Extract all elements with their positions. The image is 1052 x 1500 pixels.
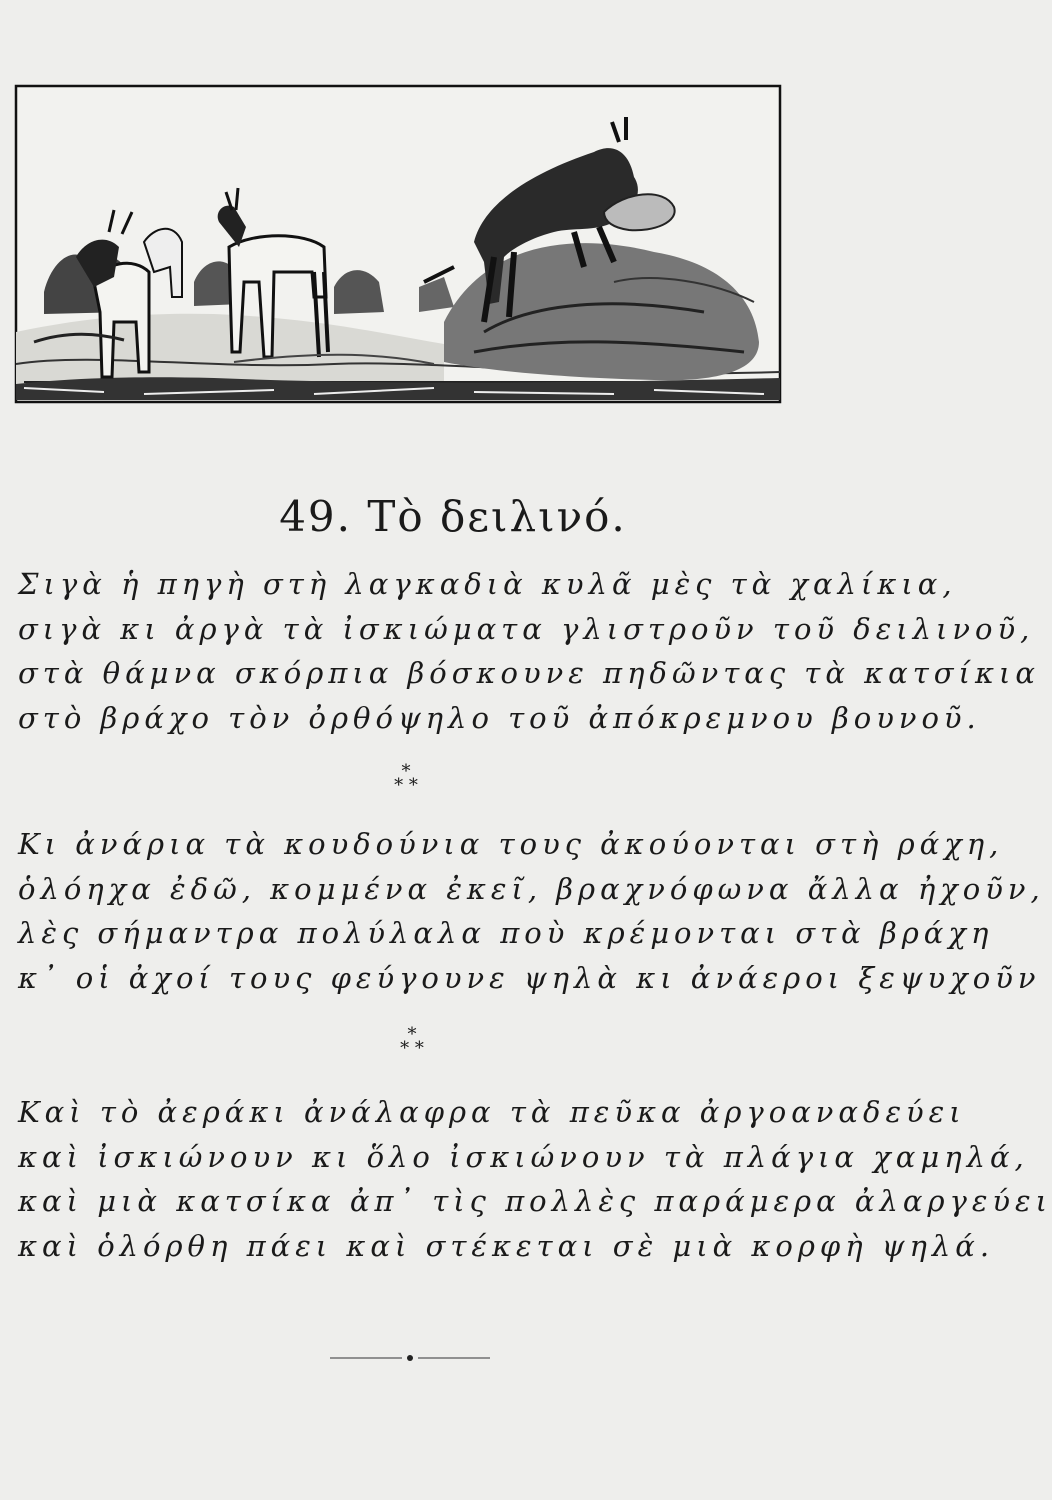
separator-asterisks-row — [376, 775, 436, 796]
verse-line: στὸ βράχο τὸν ὀρθόψηλο τοῦ ἀπόκρεμνου βουνοῦ. — [18, 700, 981, 735]
separator-asterisk: * — [394, 775, 404, 796]
verse-line: σιγὰ κι ἀργὰ τὰ ἰσκιώματα γλιστροῦν τοῦ δειλινοῦ, — [18, 611, 1035, 646]
verse-line: ὁλόηχα ἐδῶ, κομμένα ἐκεῖ, βραχνόφωνα ἄλλα ἠχοῦν, — [18, 871, 1045, 906]
verse-line: κ᾽ οἱ ἀχοί τους φεύγουνε ψηλὰ κι ἀνάεροι ξεψυχοῦν — [18, 960, 1041, 995]
separator-asterisk: * — [400, 1038, 410, 1059]
separator-asterisks-row — [382, 1038, 442, 1059]
verse-line: Καὶ τὸ ἀεράκι ἀνάλαφρα τὰ πεῦκα ἀργοαναδεύει — [18, 1095, 966, 1129]
verse-line: στὰ θάμνα σκόρπια βόσκουνε πηδῶντας τὰ κατσίκια — [18, 656, 1040, 690]
verse-line: Σιγὰ ἡ πηγὴ στὴ λαγκαδιὰ κυλᾶ μὲς τὰ χαλίκια, — [18, 567, 957, 601]
separator-asterisk: * — [414, 1038, 424, 1059]
stanza-separator — [382, 1024, 442, 1059]
goats-illustration — [14, 82, 782, 408]
separator-asterisk: * — [407, 1024, 417, 1045]
stanza-2 — [18, 822, 1045, 1000]
poem-title: 49. Τὸ δειλινό. — [279, 492, 627, 541]
verse-line: καὶ ἰσκιώνουν κι ὅλο ἰσκιώνουν τὰ πλάγια χαμηλά, — [18, 1139, 1029, 1174]
stanza-1 — [18, 562, 1040, 740]
goats-on-rocks-engraving-icon — [14, 82, 782, 408]
separator-asterisk: * — [408, 775, 418, 796]
verse-line: Κι ἀνάρια τὰ κουδούνια τους ἀκούονται στὴ ράχη, — [18, 827, 1004, 861]
verse-line: καὶ ὁλόρθη πάει καὶ στέκεται σὲ μιὰ κορφὴ ψηλά. — [18, 1228, 995, 1263]
end-ornament-icon — [330, 1353, 490, 1363]
stanza-separator — [376, 761, 436, 796]
verse-line: καὶ μιὰ κατσίκα ἀπ᾽ τὶς πολλὲς παράμερα ἀλαργεύει — [18, 1184, 1052, 1218]
separator-asterisk: * — [401, 761, 411, 782]
verse-line: λὲς σήμαντρα πολύλαλα ποὺ κρέμονται στὰ βράχη — [18, 916, 994, 950]
stanza-3 — [18, 1090, 1052, 1268]
